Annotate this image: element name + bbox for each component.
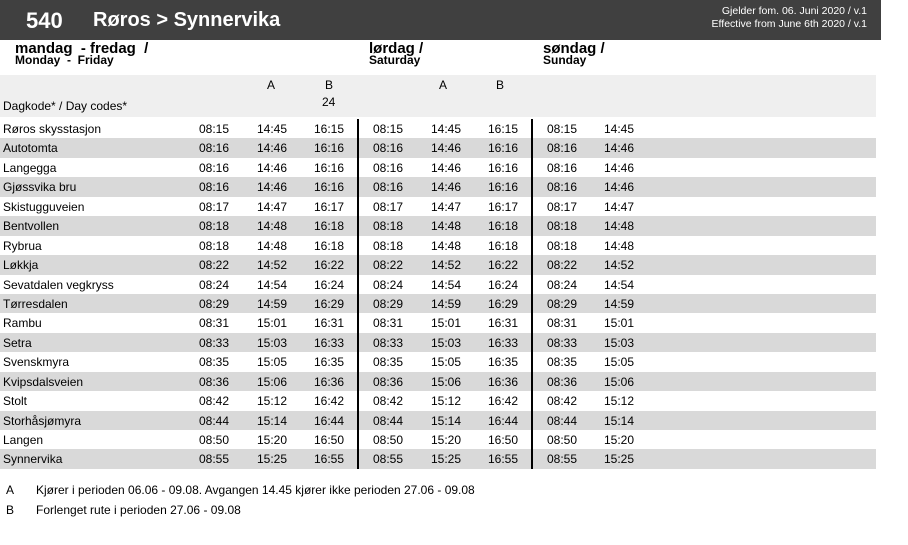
day-heading-en: Saturday (369, 53, 421, 67)
departure-time: 15:05 (257, 355, 288, 370)
stop-name: Svenskmyra (3, 355, 70, 370)
departure-time: 15:06 (604, 374, 635, 389)
departure-time: 14:48 (604, 238, 635, 253)
departure-time: 15:01 (604, 316, 635, 331)
stop-name: Stolt (3, 394, 28, 409)
departure-time: 16:44 (314, 413, 345, 428)
departure-time: 16:16 (488, 141, 519, 156)
stop-name: Tørresdalen (3, 296, 68, 311)
departure-time: 14:59 (604, 296, 635, 311)
departure-time: 15:25 (431, 452, 462, 467)
departure-time: 15:20 (431, 433, 462, 447)
departure-time: 08:18 (199, 238, 230, 253)
departure-time: 16:35 (488, 355, 519, 370)
departure-time: 08:36 (373, 374, 404, 389)
stop-name: Langen (3, 433, 44, 447)
departure-time: 16:24 (488, 277, 519, 292)
departure-time: 08:22 (373, 258, 404, 273)
departure-time: 14:46 (604, 160, 635, 175)
departure-time: 08:50 (547, 433, 578, 447)
table-row (0, 158, 876, 177)
departure-time: 08:44 (199, 413, 230, 428)
departure-time: 08:16 (547, 141, 578, 156)
departure-time: 08:16 (373, 180, 404, 195)
departure-time: 08:36 (199, 374, 230, 389)
departure-time: 16:16 (314, 141, 345, 156)
departure-time: 16:50 (314, 433, 345, 447)
stop-name: Bentvollen (3, 219, 60, 234)
departure-time: 14:54 (604, 277, 635, 292)
departure-time: 14:48 (604, 219, 635, 234)
table-row (0, 275, 876, 294)
departure-time: 16:15 (314, 122, 345, 136)
departure-time: 08:44 (547, 413, 578, 428)
departure-time: 16:24 (314, 277, 345, 292)
departure-time: 14:54 (257, 277, 288, 292)
departure-time: 15:12 (431, 394, 462, 409)
departure-time: 14:46 (431, 141, 462, 156)
departure-time: 16:18 (488, 219, 519, 234)
departure-time: 15:25 (257, 452, 288, 467)
departure-time: 16:16 (314, 160, 345, 175)
departure-time: 08:24 (547, 277, 578, 292)
validity-no: Gjelder fom. 06. Juni 2020 / v.1 (721, 5, 867, 17)
departure-time: 08:36 (547, 374, 578, 389)
route-header (0, 0, 881, 40)
departure-time: 16:16 (488, 160, 519, 175)
departure-time: 16:55 (488, 452, 519, 467)
departure-time: 16:17 (314, 199, 345, 214)
departure-time: 08:17 (547, 199, 578, 214)
departure-time: 15:06 (257, 374, 288, 389)
stop-name: Skistugguveien (3, 199, 85, 214)
day-codes-band (0, 75, 876, 117)
departure-time: 08:31 (547, 316, 578, 331)
departure-time: 08:18 (547, 238, 578, 253)
departure-time: 08:55 (373, 452, 404, 467)
departure-time: 16:33 (314, 335, 345, 350)
departure-time: 08:16 (373, 141, 404, 156)
departure-time: 08:42 (547, 394, 578, 409)
stop-name: Storhåsjømyra (3, 413, 82, 428)
stop-name: Gjøssvika bru (3, 180, 77, 195)
table-row (0, 294, 876, 313)
departure-time: 16:33 (488, 335, 519, 350)
table-row (0, 119, 876, 138)
column-divider (531, 119, 533, 469)
table-row (0, 411, 876, 430)
departure-time: 16:29 (314, 296, 345, 311)
day-heading-no: lørdag / (369, 40, 424, 57)
departure-time: 16:31 (488, 316, 519, 331)
stop-name: Setra (3, 335, 32, 350)
table-row (0, 177, 876, 196)
table-row (0, 391, 876, 410)
departure-time: 14:46 (257, 141, 288, 156)
departure-time: 16:36 (314, 374, 345, 389)
departure-time: 14:54 (431, 277, 462, 292)
departure-time: 15:14 (604, 413, 635, 428)
footnote-code: B (6, 503, 15, 517)
departure-time: 08:50 (199, 433, 230, 447)
departure-time: 16:16 (488, 180, 519, 195)
departure-time: 08:29 (199, 296, 230, 311)
departure-time: 14:47 (431, 199, 462, 214)
departure-time: 08:16 (199, 160, 230, 175)
departure-time: 15:12 (257, 394, 288, 409)
departure-time: 15:06 (431, 374, 462, 389)
table-row (0, 216, 876, 235)
departure-time: 08:18 (373, 238, 404, 253)
departure-time: 14:46 (604, 141, 635, 156)
day-heading-sunday (543, 42, 605, 67)
departure-time: 14:59 (431, 296, 462, 311)
departure-time: 08:31 (373, 316, 404, 331)
departure-time: 16:18 (488, 238, 519, 253)
table-row (0, 313, 876, 332)
column-divider (357, 119, 359, 469)
stop-name: Røros skysstasjon (3, 122, 102, 136)
departure-time: 08:16 (199, 180, 230, 195)
table-row (0, 352, 876, 371)
departure-time: 16:35 (314, 355, 345, 370)
route-name: Røros > Synnervika (93, 9, 281, 31)
day-heading-no: mandag - fredag / (15, 40, 149, 57)
departure-time: 08:35 (199, 355, 230, 370)
departure-time: 08:17 (373, 199, 404, 214)
departure-time: 14:47 (257, 199, 288, 214)
departure-time: 14:52 (257, 258, 288, 273)
departure-time: 08:18 (373, 219, 404, 234)
departure-time: 08:44 (373, 413, 404, 428)
table-row (0, 372, 876, 391)
stop-name: Rybrua (3, 238, 42, 253)
departure-time: 15:03 (431, 335, 462, 350)
day-code: A (439, 78, 448, 92)
departure-time: 15:14 (257, 413, 288, 428)
departure-time: 08:16 (547, 160, 578, 175)
departure-time: 16:18 (314, 238, 345, 253)
departure-time: 08:55 (199, 452, 230, 467)
departure-time: 16:29 (488, 296, 519, 311)
table-row (0, 430, 876, 449)
departure-time: 14:47 (604, 199, 635, 214)
departure-time: 08:18 (199, 219, 230, 234)
table-row (0, 197, 876, 216)
departure-time: 14:48 (257, 238, 288, 253)
departure-time: 15:05 (604, 355, 635, 370)
departure-time: 16:50 (488, 433, 519, 447)
departure-time: 08:29 (373, 296, 404, 311)
departure-time: 15:20 (604, 433, 635, 447)
departure-time: 16:42 (314, 394, 345, 409)
departure-time: 08:35 (547, 355, 578, 370)
departure-time: 08:35 (373, 355, 404, 370)
departure-time: 08:15 (199, 122, 230, 136)
departure-time: 16:18 (314, 219, 345, 234)
departure-time: 08:15 (373, 122, 404, 136)
stop-name: Langegga (3, 160, 57, 175)
departure-time: 15:14 (431, 413, 462, 428)
stop-name: Autotomta (3, 141, 58, 156)
departure-time: 14:52 (431, 258, 462, 273)
departure-time: 08:16 (373, 160, 404, 175)
departure-time: 08:55 (547, 452, 578, 467)
departure-time: 16:15 (488, 122, 519, 136)
stop-name: Synnervika (3, 452, 63, 467)
departure-time: 08:15 (547, 122, 578, 136)
footnote-code: A (6, 483, 15, 497)
departure-time: 08:16 (547, 180, 578, 195)
departure-time: 16:22 (488, 258, 519, 273)
table-row (0, 138, 876, 157)
day-heading-saturday (369, 42, 423, 67)
departure-time: 08:50 (373, 433, 404, 447)
departure-time: 08:24 (199, 277, 230, 292)
departure-time: 08:31 (199, 316, 230, 331)
departure-time: 16:55 (314, 452, 345, 467)
departure-time: 08:42 (373, 394, 404, 409)
departure-time: 08:42 (199, 394, 230, 409)
departure-time: 08:33 (199, 335, 230, 350)
day-code-sub: 24 (322, 95, 336, 109)
departure-time: 08:16 (199, 141, 230, 156)
departure-time: 15:12 (604, 394, 635, 409)
departure-time: 14:48 (257, 219, 288, 234)
departure-time: 14:59 (257, 296, 288, 311)
departure-time: 08:33 (547, 335, 578, 350)
departure-time: 14:46 (257, 160, 288, 175)
footnote-text: Kjører i perioden 06.06 - 09.08. Avgangen 14.45 kjører ikke perioden 27.06 - 09.08 (36, 483, 475, 497)
departure-time: 15:03 (257, 335, 288, 350)
table-row (0, 255, 876, 274)
footnote-text: Forlenget rute i perioden 27.06 - 09.08 (36, 503, 241, 517)
departure-time: 16:17 (488, 199, 519, 214)
departure-time: 15:01 (431, 316, 462, 331)
stop-name: Rambu (3, 316, 42, 331)
departure-time: 08:33 (373, 335, 404, 350)
departure-time: 16:22 (314, 258, 345, 273)
departure-time: 16:44 (488, 413, 519, 428)
footnote-b (6, 503, 241, 517)
departure-time: 15:03 (604, 335, 635, 350)
validity-en: Effective from June 6th 2020 / v.1 (711, 18, 867, 30)
departure-time: 14:46 (604, 180, 635, 195)
table-row (0, 236, 876, 255)
stop-name: Sevatdalen vegkryss (3, 277, 114, 292)
day-heading-en: Sunday (543, 53, 587, 67)
day-code: B (325, 78, 334, 92)
departure-time: 14:52 (604, 258, 635, 273)
departure-time: 14:45 (431, 122, 462, 136)
table-row (0, 333, 876, 352)
day-code: A (267, 78, 276, 92)
day-code: B (496, 78, 505, 92)
day-heading-en: Monday - Friday (15, 53, 114, 67)
day-heading-no: søndag / (543, 40, 605, 57)
departure-time: 14:48 (431, 238, 462, 253)
table-row (0, 449, 876, 468)
departure-time: 14:46 (431, 160, 462, 175)
timetable (0, 119, 876, 469)
day-heading-weekday (15, 42, 148, 67)
departure-time: 14:45 (604, 122, 635, 136)
departure-time: 08:17 (199, 199, 230, 214)
departure-time: 14:48 (431, 219, 462, 234)
departure-time: 08:24 (373, 277, 404, 292)
departure-time: 08:18 (547, 219, 578, 234)
departure-time: 15:25 (604, 452, 635, 467)
departure-time: 08:22 (199, 258, 230, 273)
departure-time: 16:42 (488, 394, 519, 409)
departure-time: 15:05 (431, 355, 462, 370)
departure-time: 14:45 (257, 122, 288, 136)
route-number: 540 (26, 8, 63, 33)
departure-time: 14:46 (257, 180, 288, 195)
departure-time: 15:01 (257, 316, 288, 331)
departure-time: 16:16 (314, 180, 345, 195)
departure-time: 15:20 (257, 433, 288, 447)
departure-time: 14:46 (431, 180, 462, 195)
footnote-a (6, 483, 475, 497)
departure-time: 16:31 (314, 316, 345, 331)
departure-time: 16:36 (488, 374, 519, 389)
departure-time: 08:29 (547, 296, 578, 311)
day-codes-label: Dagkode* / Day codes* (3, 99, 128, 113)
stop-name: Kvipsdalsveien (3, 374, 84, 389)
departure-time: 08:22 (547, 258, 578, 273)
validity-info (712, 5, 867, 31)
stop-name: Løkkja (3, 258, 39, 273)
